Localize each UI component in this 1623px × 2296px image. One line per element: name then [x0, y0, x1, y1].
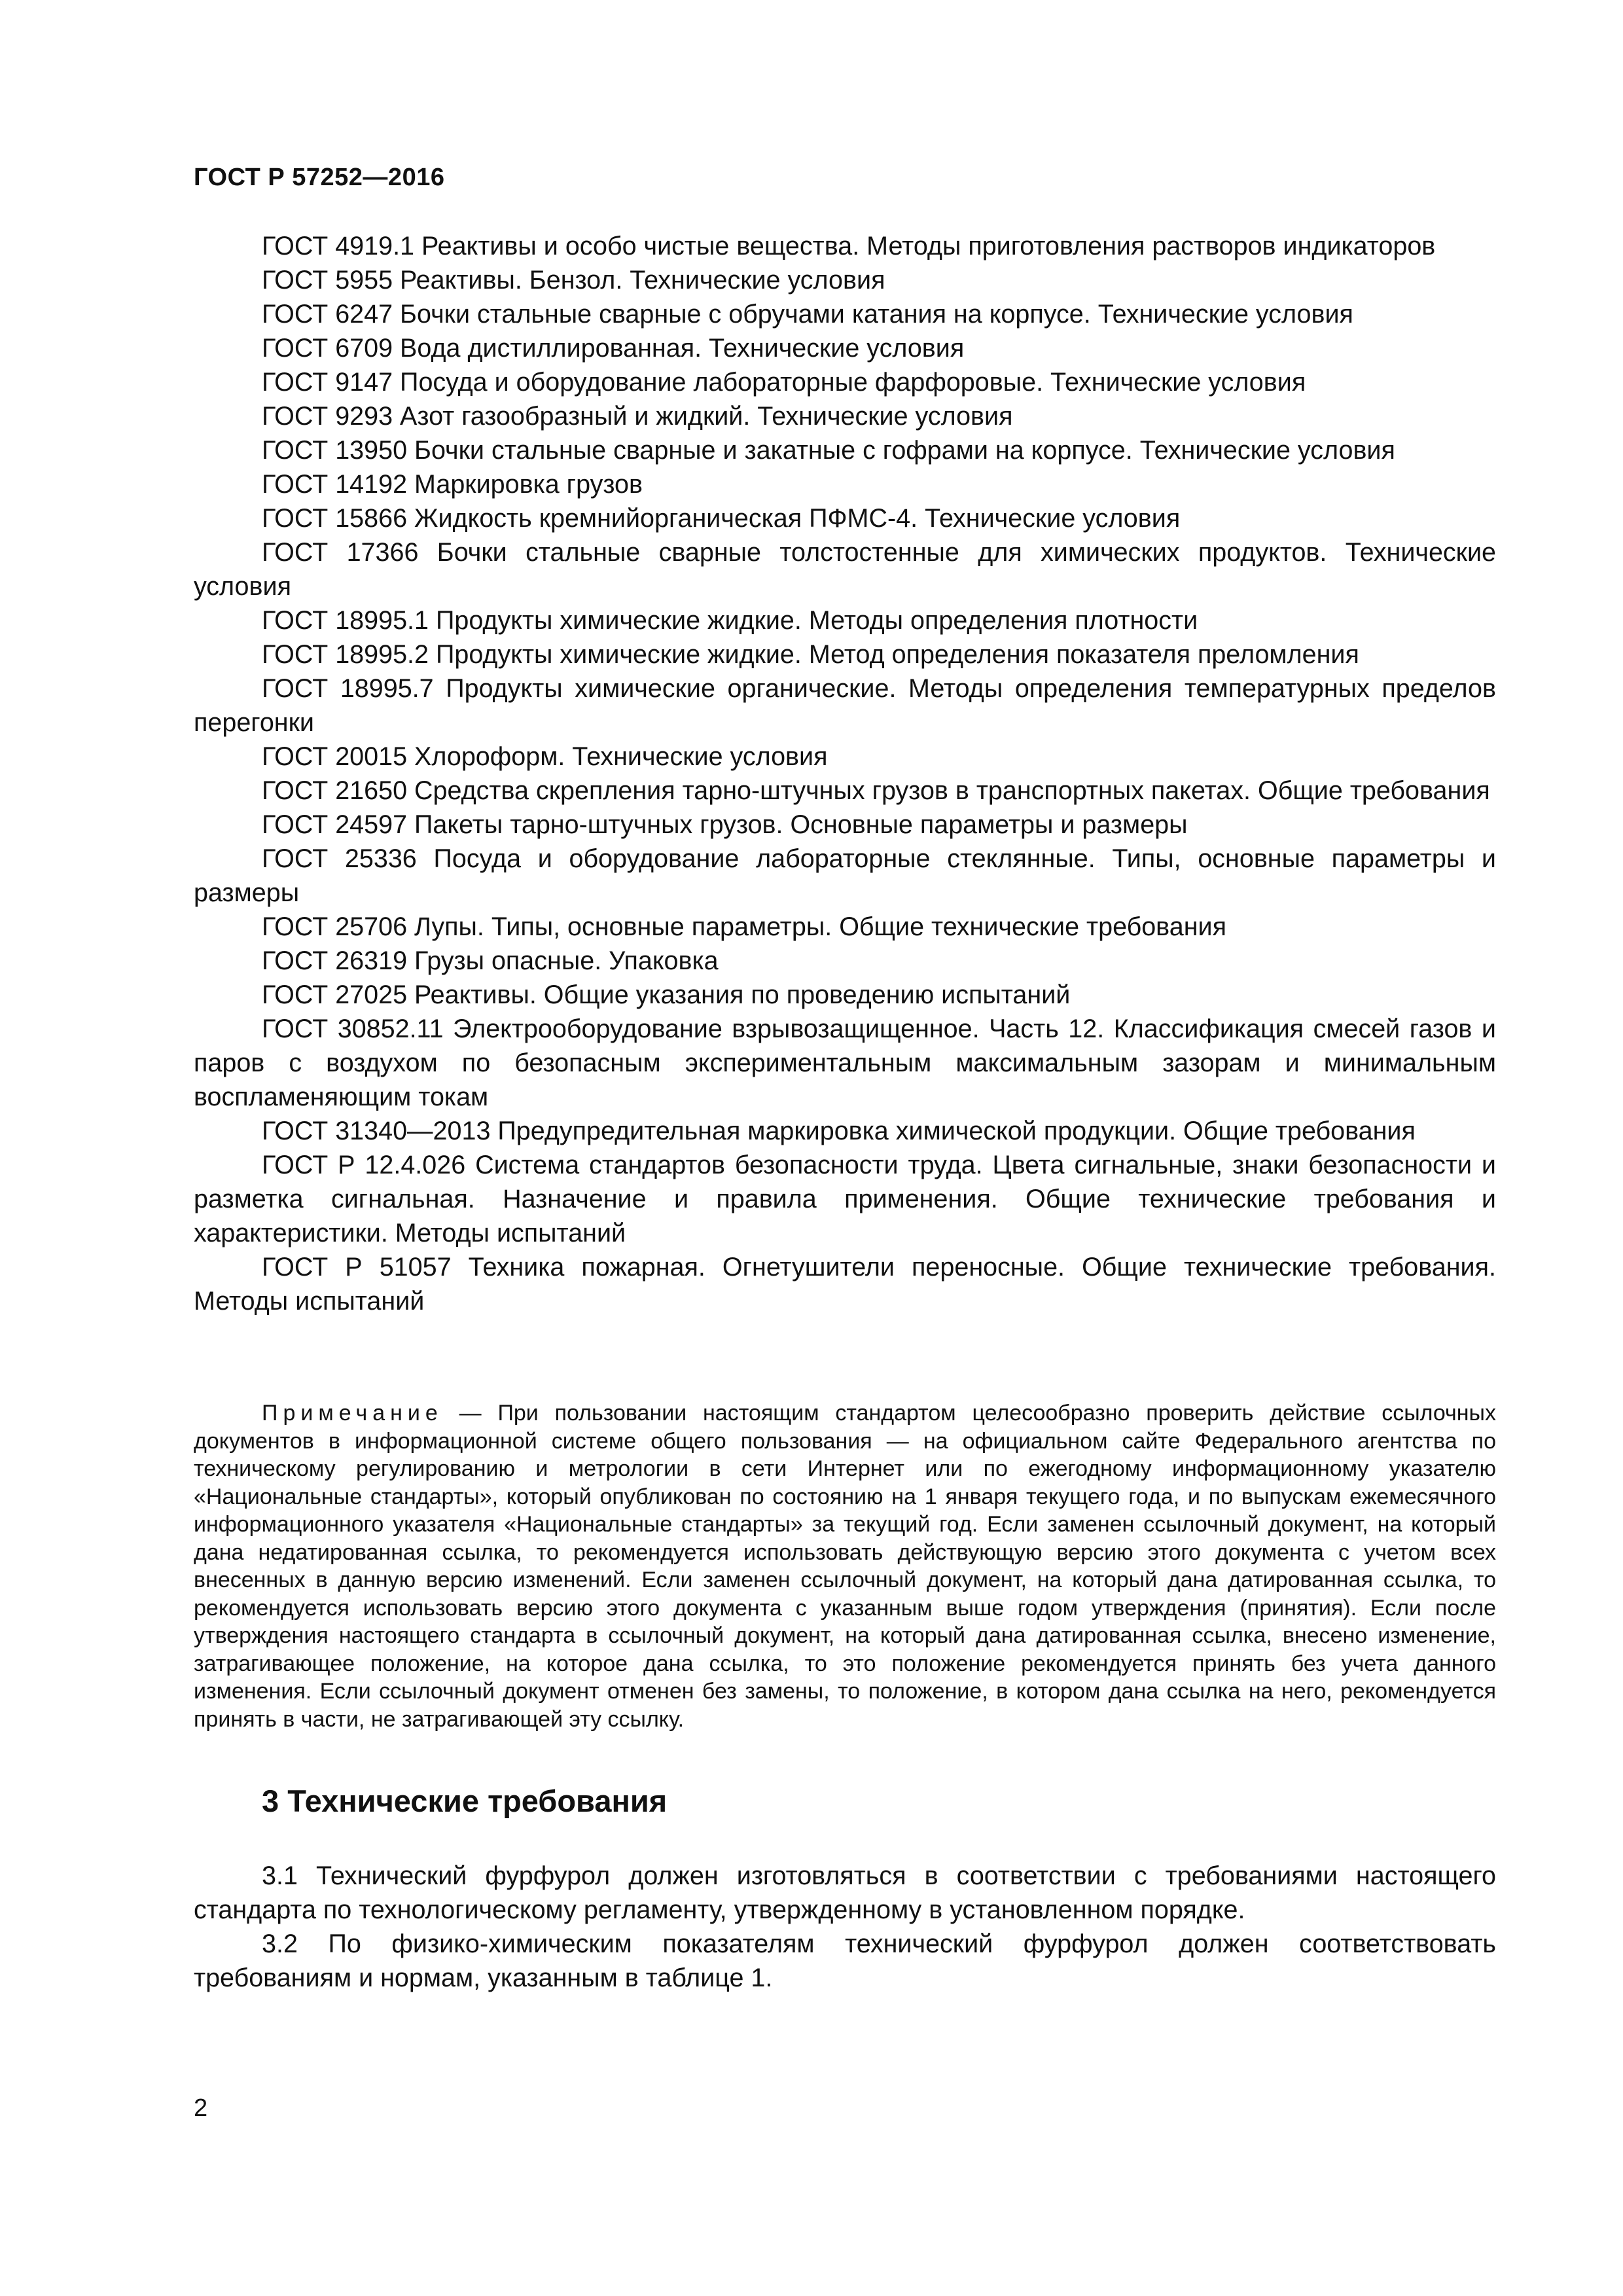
reference-item: ГОСТ Р 12.4.026 Система стандартов безопасности труда. Цвета сигнальные, знаки безопасности и разметка сигнальная. Назначение и правила применения. Общие технические требования и характеристики. Методы испытаний — [194, 1151, 1496, 1247]
reference-item: ГОСТ 30852.11 Электрооборудование взрывозащищенное. Часть 12. Классификация смесей газов и паров с воздухом по безопасным экспериментальным максимальным зазорам и минимальным воспламеняющим токам — [194, 1014, 1496, 1111]
reference-item: ГОСТ 17366 Бочки стальные сварные толстостенные для химических продуктов. Технические условия — [194, 538, 1496, 601]
reference-item: ГОСТ 18995.7 Продукты химические органические. Методы определения температурных пределов перегонки — [194, 674, 1496, 737]
reference-item: ГОСТ 18995.1 Продукты химические жидкие. Методы определения плотности — [262, 606, 1198, 635]
reference-item: ГОСТ 6247 Бочки стальные сварные с обручами катания на корпусе. Технические условия — [262, 300, 1353, 329]
note-text: — При пользовании настоящим стандартом целесообразно проверить действие ссылочных документов в информационной системе общего пользования — на официальном сайте Федерального агентства по техническому регулированию и метрологии в сети Интернет или по ежегодному информационному указателю «Национальные стандарты», который опубликован по состоянию на 1 января текущего года, и по выпускам ежемесячного информационного указателя «Национальные стандарты» за текущий год. Если заменен ссылочный документ, на который дана недатированная ссылка, то рекомендуется использовать действующую версию этого документа с учетом всех внесенных в данную версию изменений. Если заменен ссылочный документ, на который дана датированная ссылка, то рекомендуется использовать версию этого документа с указанным выше годом утверждения (принятия). Если после утверждения настоящего стандарта в ссылочный документ, на который дана датированная ссылка, внесено изменение, затрагивающее положение, на которое дана ссылка, то это положение рекомендуется принять без учета данного изменения. Если ссылочный документ отменен без замены, то положение, в котором дана ссылка на него, рекомендуется принять в части, не затрагивающей эту ссылку. — [194, 1401, 1496, 1732]
reference-item: ГОСТ 13950 Бочки стальные сварные и закатные с гофрами на корпусе. Технические условия — [262, 436, 1395, 465]
reference-item: ГОСТ 6709 Вода дистиллированная. Технические условия — [262, 334, 965, 363]
page-number: 2 — [194, 2094, 208, 2122]
reference-item: ГОСТ 31340—2013 Предупредительная маркировка химической продукции. Общие требования — [262, 1117, 1416, 1145]
reference-item: ГОСТ 25336 Посуда и оборудование лабораторные стеклянные. Типы, основные параметры и размеры — [194, 844, 1496, 907]
page-header-standard-code: ГОСТ Р 57252—2016 — [194, 164, 445, 191]
reference-item: ГОСТ 24597 Пакеты тарно-штучных грузов. Основные параметры и размеры — [262, 810, 1188, 839]
reference-item: ГОСТ 21650 Средства скрепления тарно-штучных грузов в транспортных пакетах. Общие требования — [262, 776, 1490, 805]
note-label: Примечание — [262, 1401, 443, 1426]
section-paragraph: 3.2 По физико-химическим показателям технический фурфурол должен соответствовать требованиям и нормам, указанным в таблице 1. — [194, 1929, 1496, 1992]
reference-item: ГОСТ 15866 Жидкость кремнийорганическая ПФМС-4. Технические условия — [262, 504, 1181, 533]
note-paragraph — [194, 1399, 1496, 1733]
normative-references-list — [194, 229, 1496, 1318]
section-body — [194, 1859, 1496, 1995]
section-paragraph: 3.1 Технический фурфурол должен изготовляться в соответствии с требованиями настоящего стандарта по технологическому регламенту, утвержденному в установленном порядке. — [194, 1861, 1496, 1924]
reference-item: ГОСТ 9293 Азот газообразный и жидкий. Технические условия — [262, 402, 1013, 431]
reference-item: ГОСТ 20015 Хлороформ. Технические условия — [262, 742, 828, 771]
reference-item: ГОСТ 4919.1 Реактивы и особо чистые вещества. Методы приготовления растворов индикаторов — [262, 232, 1436, 260]
reference-item: ГОСТ Р 51057 Техника пожарная. Огнетушители переносные. Общие технические требования. Методы испытаний — [194, 1253, 1496, 1316]
reference-item: ГОСТ 18995.2 Продукты химические жидкие. Метод определения показателя преломления — [262, 640, 1359, 669]
section-title: 3 Технические требования — [262, 1784, 668, 1818]
reference-item: ГОСТ 27025 Реактивы. Общие указания по проведению испытаний — [262, 980, 1071, 1009]
reference-item: ГОСТ 14192 Маркировка грузов — [262, 470, 643, 499]
reference-item: ГОСТ 26319 Грузы опасные. Упаковка — [262, 946, 719, 975]
reference-item: ГОСТ 9147 Посуда и оборудование лабораторные фарфоровые. Технические условия — [262, 368, 1306, 397]
reference-item: ГОСТ 25706 Лупы. Типы, основные параметры. Общие технические требования — [262, 912, 1226, 941]
reference-item: ГОСТ 5955 Реактивы. Бензол. Технические условия — [262, 266, 885, 295]
